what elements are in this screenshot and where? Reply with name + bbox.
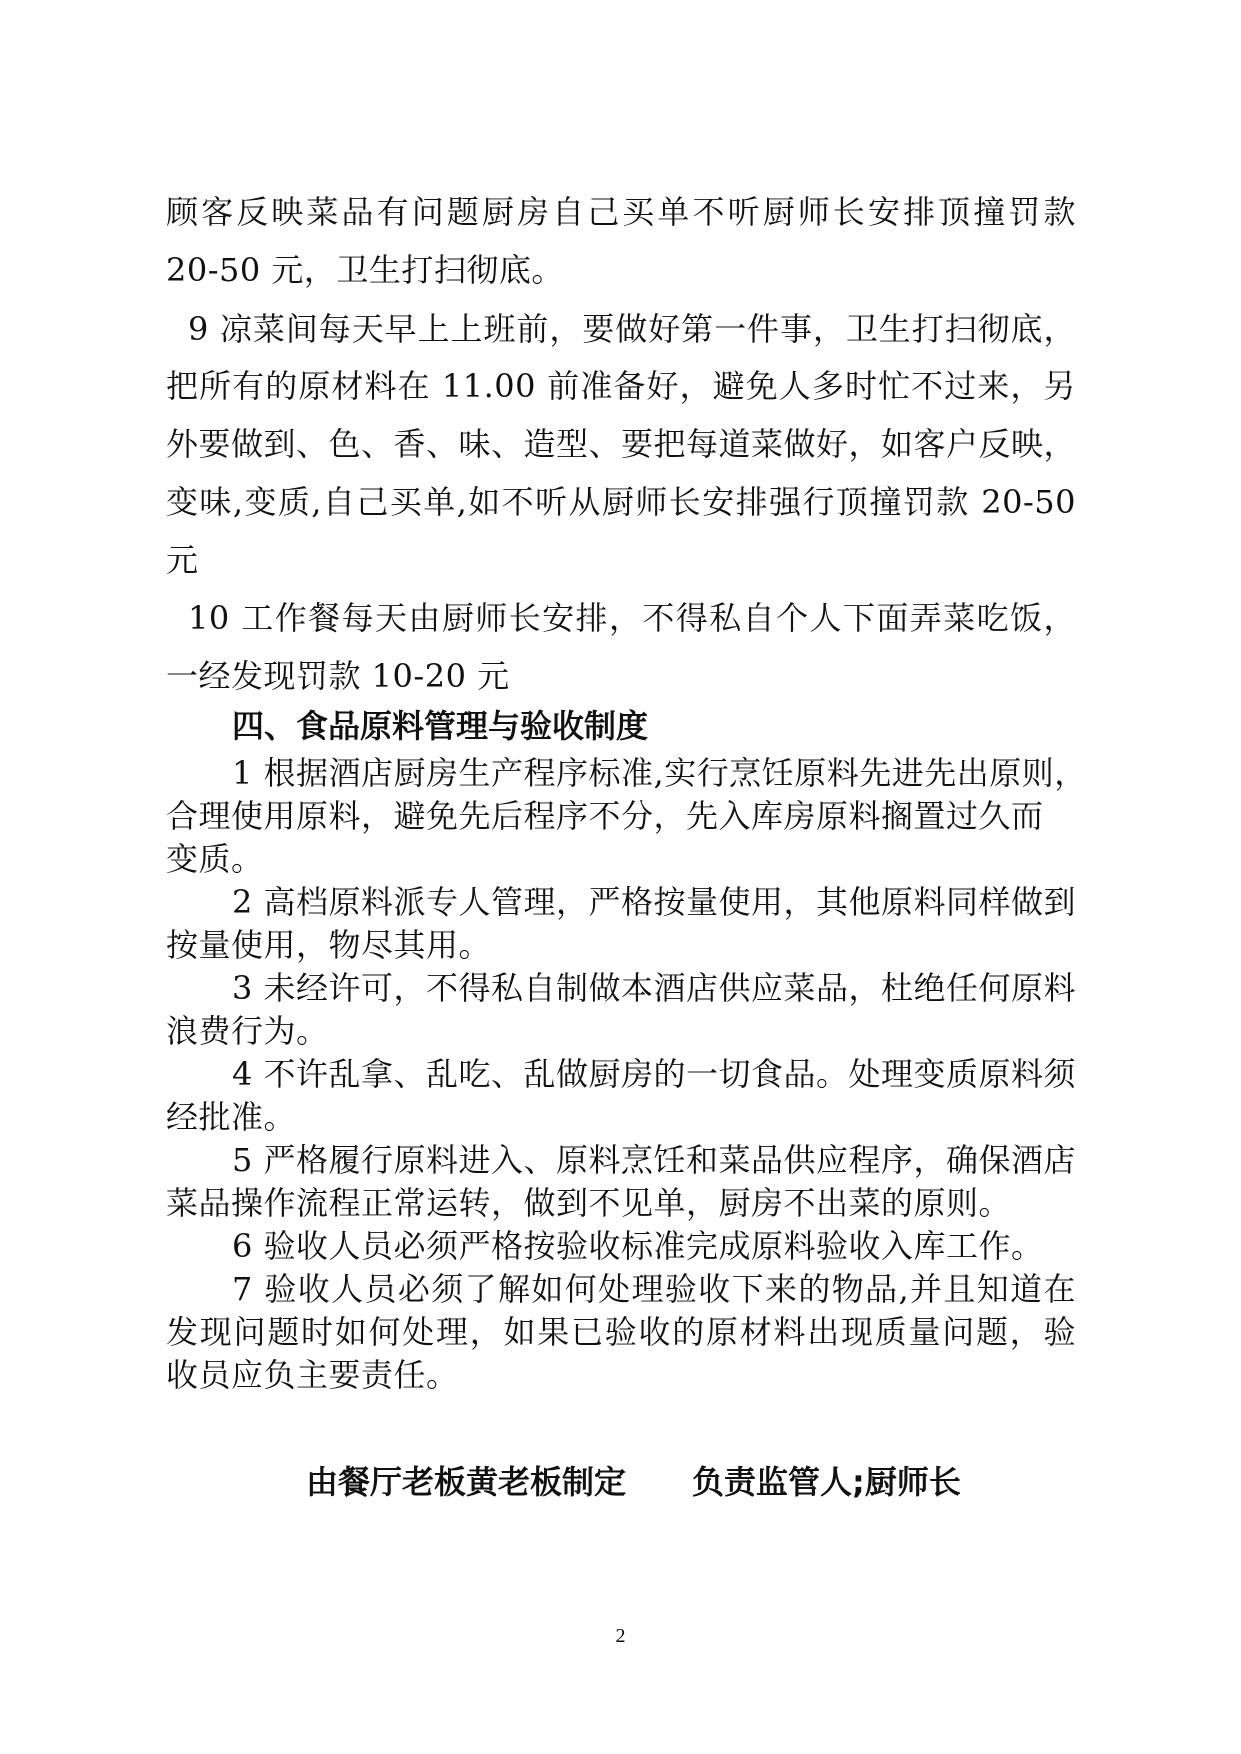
rule-line: 7 验收人员必须了解如何处理验收下来的物品,并且知道在 bbox=[232, 1270, 1076, 1308]
paragraph-line: 20-50 元，卫生打扫彻底。 bbox=[166, 251, 564, 289]
rule-line: 浪费行为。 bbox=[166, 1012, 329, 1050]
rule-line: 经批准。 bbox=[166, 1098, 297, 1136]
rule-line: 1 根据酒店厨房生产程序标准,实行烹饪原料先进先出原则， bbox=[232, 754, 1087, 792]
rule-line: 收员应负主要责任。 bbox=[166, 1356, 459, 1394]
rule-line: 发现问题时如何处理，如果已验收的原材料出现质量问题，验 bbox=[166, 1313, 1076, 1351]
rule-line: 合理使用原料，避免先后程序不分，先入库房原料搁置过久而 bbox=[166, 797, 1044, 835]
paragraph-line: 外要做到、色、香、味、造型、要把每道菜做好，如客户反映， bbox=[166, 425, 1077, 463]
rule-line: 3 未经许可，不得私自制做本酒店供应菜品，杜绝任何原料 bbox=[232, 969, 1077, 1007]
footer-supervisor: 负责监管人;厨师长 bbox=[692, 1463, 961, 1501]
rule-line: 按量使用，物尽其用。 bbox=[166, 926, 492, 964]
rule-line: 5 严格履行原料进入、原料烹饪和菜品供应程序，确保酒店 bbox=[232, 1141, 1077, 1179]
paragraph-line: 元 bbox=[166, 541, 199, 579]
rule-line: 2 高档原料派专人管理，严格按量使用，其他原料同样做到 bbox=[232, 883, 1077, 921]
rule-line: 变质。 bbox=[166, 840, 264, 878]
footer-signature bbox=[306, 1462, 961, 1502]
paragraph-line: 10 工作餐每天由厨师长安排，不得私自个人下面弄菜吃饭， bbox=[188, 599, 1076, 637]
footer-author: 由餐厅老板黄老板制定 bbox=[306, 1463, 627, 1501]
page-number: 2 bbox=[615, 1625, 626, 1647]
paragraph-line: 9 凉菜间每天早上上班前，要做好第一件事，卫生打扫彻底， bbox=[188, 310, 1076, 348]
rule-line: 6 验收人员必须严格按验收标准完成原料验收入库工作。 bbox=[232, 1227, 1044, 1265]
paragraph-line: 变味,变质,自己买单,如不听从厨师长安排强行顶撞罚款 20-50 bbox=[166, 483, 1076, 521]
rule-line: 菜品操作流程正常运转，做到不见单，厨房不出菜的原则。 bbox=[166, 1184, 1012, 1222]
paragraph-line: 顾客反映菜品有问题厨房自己买单不听厨师长安排顶撞罚款 bbox=[166, 193, 1076, 231]
paragraph-line: 把所有的原材料在 11.00 前准备好，避免人多时忙不过来，另 bbox=[166, 367, 1076, 405]
section-heading: 四、食品原料管理与验收制度 bbox=[232, 707, 649, 745]
rule-line: 4 不许乱拿、乱吃、乱做厨房的一切食品。处理变质原料须 bbox=[232, 1055, 1077, 1093]
paragraph-line: 一经发现罚款 10-20 元 bbox=[166, 657, 510, 695]
